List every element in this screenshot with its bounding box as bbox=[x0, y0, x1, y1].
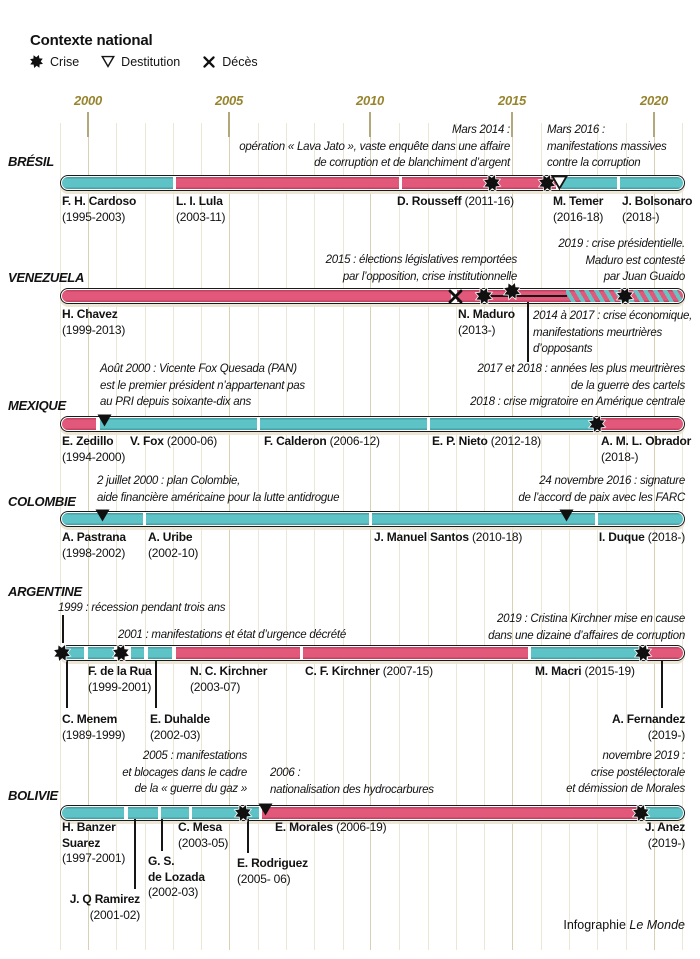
president-label bbox=[148, 854, 205, 901]
country-label: MEXIQUE bbox=[8, 398, 66, 413]
president-label bbox=[458, 307, 515, 338]
bar-segment bbox=[148, 647, 172, 659]
country-label: BOLIVIE bbox=[8, 788, 58, 803]
annotation-line: 2005 : manifestations bbox=[142, 750, 247, 762]
destitution-marker-icon bbox=[551, 175, 568, 190]
president-name: F. H. Cardoso bbox=[62, 194, 137, 208]
bar-segment bbox=[598, 513, 683, 525]
connector-line bbox=[661, 660, 663, 708]
annotation-line: 2018 : crise migratoire en Amérique centrale bbox=[470, 396, 685, 408]
president-name: M. Temer bbox=[553, 194, 604, 208]
president-name: M. Macri bbox=[535, 664, 582, 678]
bar-segment bbox=[176, 647, 300, 659]
annotation-line: 2015 : élections législatives remportées bbox=[325, 254, 517, 266]
president-dates: (1999-2013) bbox=[62, 322, 126, 337]
president-label bbox=[62, 434, 125, 465]
annotation-line: opération « Lava Jato », vaste enquête dans une affaire bbox=[239, 140, 510, 153]
president-label bbox=[599, 530, 685, 546]
president-name: N. C. Kirchner bbox=[190, 664, 268, 678]
year-label: 2020 bbox=[639, 93, 669, 108]
president-dates: (1995-2003) bbox=[62, 209, 126, 224]
bar-segment bbox=[128, 807, 158, 819]
president-dates: (2002-03) bbox=[150, 727, 201, 742]
president-line bbox=[397, 194, 514, 210]
president-label bbox=[645, 820, 685, 851]
annotation-line: 24 novembre 2016 : signature bbox=[539, 475, 685, 487]
bar-segment bbox=[620, 177, 683, 189]
president-name: E. P. Nieto bbox=[432, 434, 488, 448]
bar-segment bbox=[303, 647, 528, 659]
president-name: A. Fernandez bbox=[612, 712, 685, 726]
annotation-line: novembre 2019 : bbox=[602, 750, 685, 762]
connector-line bbox=[134, 819, 136, 889]
gridline-major bbox=[229, 112, 230, 950]
connector-line bbox=[247, 819, 249, 853]
crise-marker-icon bbox=[52, 643, 72, 663]
president-dates: (2000-06) bbox=[163, 434, 218, 448]
president-name: G. S. bbox=[148, 854, 175, 868]
credit: Infographie Le Monde bbox=[563, 918, 685, 932]
president-label bbox=[397, 194, 514, 210]
bar-segment bbox=[161, 807, 189, 819]
president-dates: (2013-) bbox=[458, 322, 496, 337]
crise-marker-icon bbox=[233, 803, 253, 823]
bar-segment bbox=[648, 647, 683, 659]
year-label: 2010 bbox=[355, 93, 385, 108]
crise-marker-icon bbox=[482, 173, 502, 193]
president-dates: (2018-) bbox=[644, 530, 685, 544]
annotation-line: Mars 2016 : bbox=[547, 124, 605, 136]
crise-marker-icon bbox=[631, 803, 651, 823]
president-name: F. de la Rua bbox=[88, 664, 152, 678]
country-label: VENEZUELA bbox=[8, 270, 85, 285]
connector-line bbox=[62, 615, 64, 643]
event-annotation bbox=[518, 473, 685, 506]
president-line bbox=[599, 530, 685, 546]
page-title: Contexte national bbox=[30, 32, 153, 49]
event-annotation bbox=[533, 308, 692, 358]
president-dates: (2016-18) bbox=[553, 209, 604, 224]
legend-label: Décès bbox=[222, 54, 258, 69]
president-name: E. Morales bbox=[275, 820, 334, 834]
president-dates: (2005- 06) bbox=[237, 871, 291, 886]
president-label bbox=[62, 530, 126, 561]
event-annotation bbox=[239, 122, 510, 172]
event-pointer-icon bbox=[97, 414, 112, 427]
president-name: H. Chavez bbox=[62, 307, 118, 321]
annotation-line: et démission de Morales bbox=[566, 783, 685, 795]
year-tick bbox=[87, 112, 89, 137]
president-name: I. Duque bbox=[598, 530, 645, 544]
president-dates: (2011-16) bbox=[461, 194, 514, 208]
president-dates: (2003-11) bbox=[176, 209, 226, 224]
gridline-minor bbox=[258, 123, 259, 950]
event-annotation bbox=[488, 611, 685, 644]
connector-line bbox=[155, 660, 157, 708]
president-name: E. Duhalde bbox=[150, 712, 211, 726]
president-label bbox=[275, 820, 386, 836]
bar-segment bbox=[62, 418, 96, 430]
annotation-line: de la guerre des cartels bbox=[570, 379, 685, 392]
president-name: de Lozada bbox=[148, 869, 205, 884]
annotation-line: Mars 2014 : bbox=[452, 124, 510, 136]
president-dates: (1994-2000) bbox=[62, 449, 126, 464]
annotation-line: contre la corruption bbox=[547, 157, 641, 169]
president-label bbox=[62, 712, 125, 743]
annotation-line: de corruption et de blanchiment d’argent bbox=[314, 157, 510, 169]
president-dates: (2002-10) bbox=[148, 545, 199, 560]
president-name: J. Manuel Santos bbox=[374, 530, 469, 544]
president-dates: (2012-18) bbox=[487, 434, 541, 448]
president-dates: (2007-15) bbox=[379, 664, 433, 678]
president-label bbox=[62, 194, 136, 225]
bar-segment bbox=[260, 418, 427, 430]
annotation-line: dans une dizaine d’affaires de corruption bbox=[488, 629, 685, 642]
president-name: L. I. Lula bbox=[176, 194, 223, 208]
president-label bbox=[62, 307, 125, 338]
crise-marker-icon bbox=[587, 414, 607, 434]
crise-marker-icon bbox=[615, 286, 635, 306]
president-dates: (2002-03) bbox=[148, 885, 199, 899]
annotation-line: au PRI depuis soixante-dix ans bbox=[100, 396, 252, 408]
president-label bbox=[432, 434, 541, 450]
year-label: 2005 bbox=[214, 93, 244, 108]
period-bracket-line bbox=[486, 295, 567, 297]
event-annotation bbox=[122, 748, 247, 798]
annotation-line: manifestations massives bbox=[547, 140, 667, 153]
president-label bbox=[150, 712, 210, 743]
president-label bbox=[176, 194, 225, 225]
timeline-bar-track bbox=[62, 647, 683, 659]
president-line bbox=[374, 530, 522, 546]
president-name: E. Rodriguez bbox=[237, 856, 308, 870]
annotation-line: 1999 : récession pendant trois ans bbox=[58, 602, 226, 614]
president-name: V. Fox bbox=[130, 434, 164, 448]
event-pointer-icon bbox=[95, 509, 110, 522]
bar-segment bbox=[402, 177, 556, 189]
president-dates: (2006-19) bbox=[333, 820, 387, 834]
president-line bbox=[535, 664, 635, 680]
bar-segment bbox=[531, 647, 640, 659]
president-dates: (2003-07) bbox=[190, 679, 241, 694]
president-name: J. Anez bbox=[644, 820, 685, 834]
gridline-minor bbox=[541, 123, 542, 950]
event-annotation bbox=[547, 122, 667, 172]
event-annotation bbox=[558, 236, 685, 286]
annotation-line: est le premier président n’appartenant pas bbox=[100, 379, 305, 392]
connector-line bbox=[527, 302, 529, 362]
president-name: D. Rousseff bbox=[397, 194, 462, 208]
president-name: J. Bolsonaro bbox=[622, 194, 693, 208]
deces-marker-icon bbox=[447, 288, 464, 305]
year-tick bbox=[228, 112, 230, 137]
event-annotation bbox=[118, 627, 346, 644]
president-dates: (2015-19) bbox=[581, 664, 635, 678]
crise-marker-icon bbox=[111, 643, 131, 663]
legend-label: Crise bbox=[50, 54, 80, 69]
president-label bbox=[612, 712, 685, 743]
annotation-line: 2019 : Cristina Kirchner mise en cause bbox=[496, 613, 685, 625]
president-name: C. Menem bbox=[62, 712, 118, 726]
president-label bbox=[374, 530, 522, 546]
president-line bbox=[130, 434, 217, 450]
event-annotation bbox=[97, 473, 339, 506]
event-annotation bbox=[270, 765, 434, 798]
bar-segment bbox=[146, 513, 369, 525]
annotation-line: 2014 à 2017 : crise économique, bbox=[533, 310, 693, 322]
annotation-line: Août 2000 : Vicente Fox Quesada (PAN) bbox=[100, 363, 297, 375]
president-label bbox=[264, 434, 380, 450]
president-dates: (1999-2001) bbox=[88, 679, 152, 694]
president-label bbox=[88, 664, 152, 695]
president-name: A. Uribe bbox=[148, 530, 193, 544]
president-dates: (2019-) bbox=[647, 835, 685, 850]
legend-item-destitution bbox=[101, 55, 180, 69]
annotation-line: et blocages dans le cadre bbox=[122, 766, 247, 779]
legend-item-crise bbox=[29, 54, 79, 69]
president-label bbox=[178, 820, 228, 851]
president-dates: (1989-1999) bbox=[62, 727, 126, 742]
bar-segment bbox=[646, 807, 683, 819]
president-dates: (2010-18) bbox=[468, 530, 523, 544]
president-dates: (2018-) bbox=[601, 449, 639, 464]
president-name: C. F. Kirchner bbox=[305, 664, 380, 678]
president-name: F. Calderon bbox=[264, 434, 327, 448]
timeline-bar-track bbox=[62, 177, 683, 189]
bar-segment bbox=[176, 177, 399, 189]
president-line bbox=[264, 434, 380, 450]
crise-marker-icon bbox=[474, 286, 494, 306]
country-label: COLOMBIE bbox=[8, 494, 76, 509]
timeline-bar bbox=[60, 288, 685, 304]
president-dates: (2019-) bbox=[647, 727, 685, 742]
timeline-bar-track bbox=[62, 290, 683, 302]
gridline-minor bbox=[60, 123, 61, 950]
president-name: H. Banzer bbox=[62, 820, 116, 834]
president-name: C. Mesa bbox=[178, 820, 222, 834]
bar-segment bbox=[561, 177, 617, 189]
legend-label: Destitution bbox=[121, 54, 181, 69]
president-line bbox=[275, 820, 386, 836]
crise-burst-icon bbox=[29, 54, 44, 69]
timeline-bar-track bbox=[62, 807, 683, 819]
president-label bbox=[237, 856, 308, 887]
crise-marker-icon bbox=[502, 281, 522, 301]
event-pointer-icon bbox=[258, 803, 273, 816]
event-annotation bbox=[326, 252, 517, 285]
bar-segment bbox=[62, 177, 173, 189]
president-name: Suarez bbox=[62, 835, 101, 850]
president-dates: (1998-2002) bbox=[62, 545, 126, 560]
year-label: 2000 bbox=[73, 93, 103, 108]
annotation-line: Maduro est contesté bbox=[585, 254, 685, 267]
president-dates: (2003-05) bbox=[178, 835, 229, 850]
president-label bbox=[622, 194, 692, 225]
president-name: A. M. L. Obrador bbox=[601, 434, 692, 448]
annotation-line: 2001 : manifestations et état d’urgence décrété bbox=[118, 629, 346, 641]
president-line bbox=[305, 664, 433, 680]
annotation-line: par l’opposition, crise institutionnelle bbox=[342, 270, 517, 283]
connector-line bbox=[161, 819, 163, 851]
president-label bbox=[190, 664, 267, 695]
deces-x-icon bbox=[202, 55, 216, 69]
annotation-line: 2 juillet 2000 : plan Colombie, bbox=[97, 475, 241, 487]
president-label bbox=[70, 892, 140, 923]
timeline-bar-track bbox=[62, 513, 683, 525]
timeline-bar bbox=[60, 175, 685, 191]
annotation-line: crise postélectorale bbox=[590, 766, 685, 779]
president-name: A. Pastrana bbox=[62, 530, 126, 544]
annotation-line: manifestations meurtrières bbox=[533, 326, 662, 339]
president-name: N. Maduro bbox=[458, 307, 515, 321]
annotation-line: d’opposants bbox=[533, 343, 593, 355]
legend bbox=[29, 54, 258, 69]
crise-marker-icon bbox=[633, 643, 653, 663]
timeline-bar bbox=[60, 645, 685, 661]
president-name: J. Q Ramirez bbox=[69, 892, 140, 906]
event-annotation bbox=[100, 361, 305, 411]
gridline-minor bbox=[145, 123, 146, 950]
president-label bbox=[148, 530, 198, 561]
annotation-line: 2019 : crise présidentielle. bbox=[558, 238, 685, 250]
timeline-bar bbox=[60, 511, 685, 527]
timeline-bar bbox=[60, 805, 685, 821]
credit-brand: Le Monde bbox=[629, 918, 685, 932]
president-label bbox=[130, 434, 217, 450]
annotation-line: de l’accord de paix avec les FARC bbox=[518, 491, 685, 504]
event-pointer-icon bbox=[559, 509, 574, 522]
bar-segment bbox=[100, 418, 257, 430]
connector-line bbox=[66, 660, 68, 708]
year-label: 2015 bbox=[497, 93, 527, 108]
legend-item-deces bbox=[202, 55, 257, 69]
bar-segment bbox=[62, 807, 124, 819]
country-label: BRÉSIL bbox=[8, 154, 54, 169]
president-label bbox=[62, 820, 125, 867]
event-annotation bbox=[470, 361, 685, 411]
event-annotation bbox=[566, 748, 685, 798]
annotation-line: nationalisation des hydrocarbures bbox=[270, 783, 434, 796]
country-label: ARGENTINE bbox=[8, 584, 82, 599]
annotation-line: 2006 : bbox=[270, 767, 301, 779]
annotation-line: de la « guerre du gaz » bbox=[134, 783, 247, 795]
bar-segment bbox=[600, 418, 683, 430]
president-name: E. Zedillo bbox=[62, 434, 114, 448]
president-dates: (2018-) bbox=[622, 209, 660, 224]
bar-segment bbox=[131, 647, 144, 659]
president-line bbox=[432, 434, 541, 450]
president-dates: (1997-2001) bbox=[62, 851, 126, 865]
annotation-line: aide financière américaine pour la lutte antidrogue bbox=[97, 491, 340, 504]
president-label bbox=[305, 664, 433, 680]
president-dates: (2001-02) bbox=[89, 907, 140, 922]
annotation-line: par Juan Guaido bbox=[603, 271, 685, 283]
president-label bbox=[535, 664, 635, 680]
president-dates: (2006-12) bbox=[326, 434, 380, 448]
president-label bbox=[601, 434, 691, 465]
event-annotation bbox=[58, 600, 225, 617]
bar-segment bbox=[62, 290, 451, 302]
destitution-triangle-icon bbox=[101, 55, 115, 68]
annotation-line: 2017 et 2018 : années les plus meurtrières bbox=[477, 363, 685, 375]
president-label bbox=[553, 194, 603, 225]
bar-segment bbox=[430, 418, 595, 430]
bar-segment bbox=[262, 807, 638, 819]
year-tick bbox=[511, 112, 513, 137]
